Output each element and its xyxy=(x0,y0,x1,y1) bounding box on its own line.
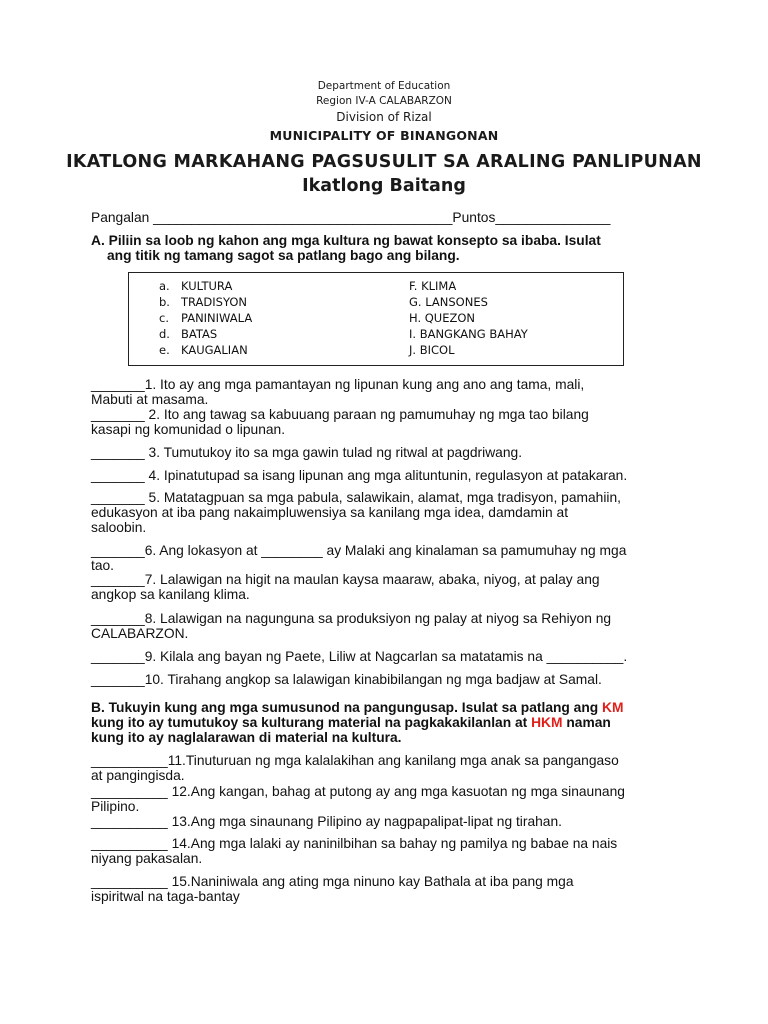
grade-level: Ikatlong Baitang xyxy=(302,176,466,196)
question-9: _______9. Kilala ang bayan ng Paete, Liliw at Nagcarlan sa matatamis na __________. xyxy=(91,649,628,664)
km-label: KM xyxy=(602,700,624,715)
question-8: _______8. Lalawigan na nagunguna sa produksiyon ng palay at niyog sa Rehiyon ng xyxy=(91,611,612,626)
name-score-line: Pangalan _______________________________________Puntos_______________ xyxy=(91,210,611,225)
question-12: __________ 12.Ang kangan, bahag at putong ay ang mga kasuotan ng mga sinaunang xyxy=(91,784,625,799)
choices-box xyxy=(128,272,624,366)
question-7-cont: angkop sa kanilang klima. xyxy=(91,587,250,602)
header-municipality: MUNICIPALITY OF BINANGONAN xyxy=(269,128,499,143)
part-b-instruction-3: kung ito ay naglalarawan di material na kultura. xyxy=(91,730,402,745)
choice-i: I. BANGKANG BAHAY xyxy=(409,327,528,341)
question-1-cont: Mabuti at masama. xyxy=(91,392,209,407)
question-11: __________11.Tinuturuan ng mga kalalakihan ang kanilang mga anak sa pangangaso xyxy=(91,753,619,768)
question-15: __________ 15.Naniniwala ang ating mga ninuno kay Bathala at iba pang mga xyxy=(91,874,574,889)
choice-e: e. KAUGALIAN xyxy=(159,343,248,357)
question-6: _______6. Ang lokasyon at ________ ay Malaki ang kinalaman sa pamumuhay ng mga xyxy=(91,543,627,558)
question-10: _______10. Tirahang angkop sa lalawigan kinabibilangan ng mga badjaw at Samal. xyxy=(91,672,602,687)
choice-d: d. BATAS xyxy=(159,327,218,341)
question-5-cont2: saloobin. xyxy=(91,520,147,535)
header-region: Region IV-A CALABARZON xyxy=(316,95,452,107)
header-department: Department of Education xyxy=(317,80,451,92)
hkm-label: HKM xyxy=(531,715,563,730)
part-b-instruction-1: B. Tukuyin kung ang mga sumusunod na pangungusap. Isulat sa patlang ang KM xyxy=(91,700,624,715)
question-6-cont: tao. xyxy=(91,558,115,573)
choice-f: F. KLIMA xyxy=(409,279,457,293)
choice-g: G. LANSONES xyxy=(409,295,488,309)
part-a-instruction-2: ang titik ng tamang sagot sa patlang bago ang bilang. xyxy=(107,248,460,263)
question-1: _______1. Ito ay ang mga pamantayan ng lipunan kung ang ano ang tama, mali, xyxy=(91,377,585,392)
question-4: _______ 4. Ipinatutupad sa isang lipunan ang mga alituntunin, regulasyon at patakaran. xyxy=(91,468,628,483)
question-13: __________ 13.Ang mga sinaunang Pilipino ay nagpapalipat-lipat ng tirahan. xyxy=(91,814,562,829)
part-b-instruction-2: kung ito ay tumutukoy sa kulturang material na pagkakakilanlan at HKM naman xyxy=(91,715,611,730)
question-11-cont: at pangingisda. xyxy=(91,768,185,783)
choice-h: H. QUEZON xyxy=(409,311,476,325)
question-14: __________ 14.Ang mga lalaki ay naninilbihan sa bahay ng pamilya ng babae na nais xyxy=(91,836,618,851)
question-3: _______ 3. Tumutukoy ito sa mga gawin tulad ng ritwal at pagdriwang. xyxy=(91,445,523,460)
exam-title: IKATLONG MARKAHANG PAGSUSULIT SA ARALING PANLIPUNAN xyxy=(66,152,702,172)
choice-a: a. KULTURA xyxy=(159,279,233,293)
question-2: _______ 2. Ito ang tawag sa kabuuang paraan ng pamumuhay ng mga tao bilang xyxy=(91,407,589,422)
part-a-instruction-1: A. Piliin sa loob ng kahon ang mga kultura ng bawat konsepto sa ibaba. Isulat xyxy=(91,233,601,248)
question-12-cont: Pilipino. xyxy=(91,799,140,814)
question-15-cont: ispiritwal na taga-bantay xyxy=(91,889,240,904)
header-division: Division of Rizal xyxy=(336,110,432,124)
question-5-cont: edukasyon at iba pang nakaimpluwensiya sa kanilang mga idea, damdamin at xyxy=(91,505,569,520)
question-8-cont: CALABARZON. xyxy=(91,626,189,641)
choice-c: c. PANINIWALA xyxy=(159,311,253,325)
choice-b: b. TRADISYON xyxy=(159,295,248,309)
question-14-cont: niyang pakasalan. xyxy=(91,851,203,866)
question-5: _______ 5. Matatagpuan sa mga pabula, salawikain, alamat, mga tradisyon, pamahiin, xyxy=(91,490,621,505)
question-2-cont: kasapi ng komunidad o lipunan. xyxy=(91,422,286,437)
choice-j: J. BICOL xyxy=(409,343,455,357)
question-7: _______7. Lalawigan na higit na maulan kaysa maaraw, abaka, niyog, at palay ang xyxy=(91,572,600,587)
